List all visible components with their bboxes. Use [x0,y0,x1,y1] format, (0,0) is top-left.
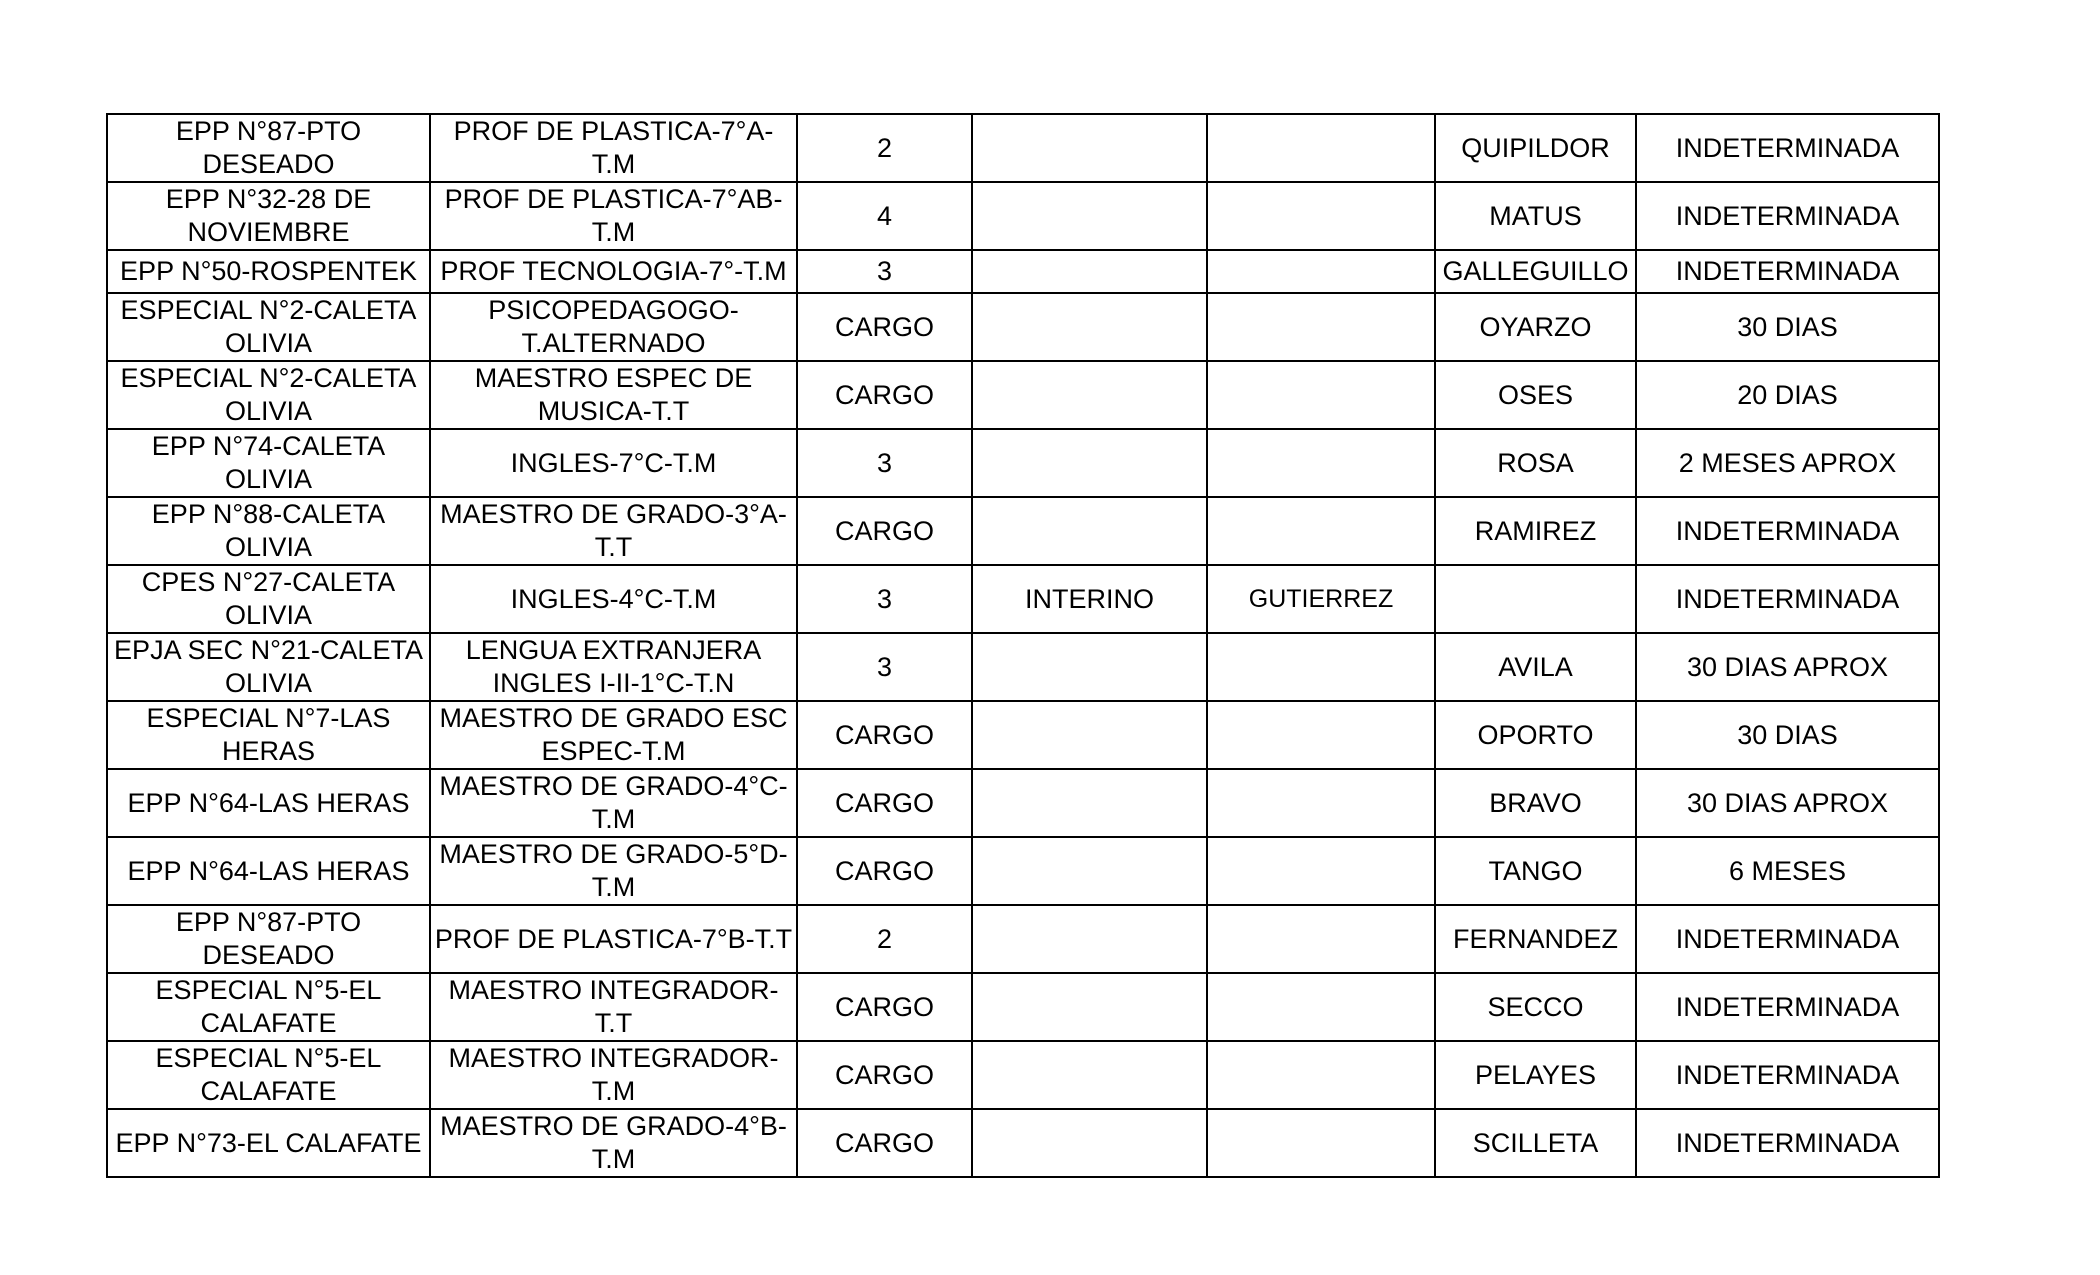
cell-duration: INDETERMINADA [1636,905,1939,973]
cell-position: INGLES-7°C-T.M [430,429,797,497]
cell-position: PROF DE PLASTICA-7°AB-T.M [430,182,797,250]
cell-replaces: OSES [1435,361,1636,429]
cell-replaces: MATUS [1435,182,1636,250]
cell-replaces [1435,565,1636,633]
cell-position: MAESTRO ESPEC DE MUSICA-T.T [430,361,797,429]
cell-holder [1207,361,1435,429]
cell-status [972,973,1207,1041]
cell-hours: 3 [797,565,972,633]
cell-school: EPP N°64-LAS HERAS [107,837,430,905]
table-row [107,633,1939,701]
cell-status [972,905,1207,973]
cell-replaces: ROSA [1435,429,1636,497]
cell-holder [1207,1041,1435,1109]
cell-duration: 30 DIAS APROX [1636,633,1939,701]
cell-school: EPP N°64-LAS HERAS [107,769,430,837]
cell-position: MAESTRO DE GRADO-3°A-T.T [430,497,797,565]
cell-duration: INDETERMINADA [1636,250,1939,293]
cell-duration: 2 MESES APROX [1636,429,1939,497]
table-row [107,429,1939,497]
cell-holder [1207,497,1435,565]
cell-duration: 30 DIAS [1636,293,1939,361]
cell-school: EPP N°87-PTO DESEADO [107,905,430,973]
cell-position: INGLES-4°C-T.M [430,565,797,633]
cell-hours: CARGO [797,497,972,565]
cell-hours: CARGO [797,1041,972,1109]
cell-status [972,633,1207,701]
cell-school: EPJA SEC N°21-CALETA OLIVIA [107,633,430,701]
cell-replaces: QUIPILDOR [1435,114,1636,182]
cell-holder: GUTIERREZ [1207,565,1435,633]
cell-status [972,837,1207,905]
cell-hours: 3 [797,429,972,497]
cell-replaces: RAMIREZ [1435,497,1636,565]
cell-hours: CARGO [797,293,972,361]
cell-holder [1207,1109,1435,1177]
cell-school: ESPECIAL N°2-CALETA OLIVIA [107,361,430,429]
table-row [107,905,1939,973]
cell-status [972,701,1207,769]
cell-replaces: SECCO [1435,973,1636,1041]
cell-replaces: OPORTO [1435,701,1636,769]
table-row [107,361,1939,429]
cell-school: EPP N°87-PTO DESEADO [107,114,430,182]
table-row [107,701,1939,769]
cell-holder [1207,701,1435,769]
cell-replaces: BRAVO [1435,769,1636,837]
cell-school: ESPECIAL N°5-EL CALAFATE [107,1041,430,1109]
cell-position: MAESTRO DE GRADO-4°C-T.M [430,769,797,837]
cell-replaces: PELAYES [1435,1041,1636,1109]
cell-status [972,497,1207,565]
table-row [107,250,1939,293]
cell-hours: CARGO [797,1109,972,1177]
cell-hours: 3 [797,250,972,293]
cell-school: ESPECIAL N°7-LAS HERAS [107,701,430,769]
table-row [107,293,1939,361]
cell-duration: INDETERMINADA [1636,114,1939,182]
cell-duration: INDETERMINADA [1636,497,1939,565]
cell-holder [1207,905,1435,973]
cell-replaces: OYARZO [1435,293,1636,361]
cell-duration: 30 DIAS APROX [1636,769,1939,837]
cell-holder [1207,114,1435,182]
cell-school: EPP N°88-CALETA OLIVIA [107,497,430,565]
table-row [107,565,1939,633]
cell-holder [1207,182,1435,250]
cell-holder [1207,293,1435,361]
cell-duration: 20 DIAS [1636,361,1939,429]
cell-hours: 2 [797,114,972,182]
cell-hours: CARGO [797,837,972,905]
cell-position: PROF DE PLASTICA-7°B-T.T [430,905,797,973]
table-row [107,114,1939,182]
cell-position: PSICOPEDAGOGO-T.ALTERNADO [430,293,797,361]
cell-position: MAESTRO INTEGRADOR-T.M [430,1041,797,1109]
cell-replaces: GALLEGUILLO [1435,250,1636,293]
cell-holder [1207,973,1435,1041]
cell-hours: CARGO [797,973,972,1041]
cell-duration: 30 DIAS [1636,701,1939,769]
table-row [107,1109,1939,1177]
cell-holder [1207,250,1435,293]
table-row [107,973,1939,1041]
cell-status [972,1041,1207,1109]
cell-status [972,769,1207,837]
table-row [107,182,1939,250]
cell-school: EPP N°74-CALETA OLIVIA [107,429,430,497]
cell-position: PROF DE PLASTICA-7°A-T.M [430,114,797,182]
cell-status [972,293,1207,361]
cell-school: EPP N°32-28 DE NOVIEMBRE [107,182,430,250]
table-row [107,497,1939,565]
cell-duration: INDETERMINADA [1636,565,1939,633]
cell-status: INTERINO [972,565,1207,633]
cell-position: MAESTRO DE GRADO ESC ESPEC-T.M [430,701,797,769]
cell-position: MAESTRO INTEGRADOR-T.T [430,973,797,1041]
cell-status [972,361,1207,429]
cell-holder [1207,633,1435,701]
table-row [107,1041,1939,1109]
table-body [107,114,1939,1177]
table-row [107,769,1939,837]
cell-status [972,114,1207,182]
cell-position: LENGUA EXTRANJERA INGLES I-II-1°C-T.N [430,633,797,701]
cell-hours: CARGO [797,361,972,429]
cell-position: PROF TECNOLOGIA-7°-T.M [430,250,797,293]
cell-duration: INDETERMINADA [1636,182,1939,250]
cell-position: MAESTRO DE GRADO-4°B-T.M [430,1109,797,1177]
cell-replaces: SCILLETA [1435,1109,1636,1177]
cell-duration: INDETERMINADA [1636,1109,1939,1177]
cell-school: ESPECIAL N°5-EL CALAFATE [107,973,430,1041]
cell-holder [1207,837,1435,905]
cell-school: EPP N°73-EL CALAFATE [107,1109,430,1177]
cell-school: ESPECIAL N°2-CALETA OLIVIA [107,293,430,361]
cell-hours: 3 [797,633,972,701]
cell-replaces: AVILA [1435,633,1636,701]
cell-duration: 6 MESES [1636,837,1939,905]
cell-hours: CARGO [797,769,972,837]
cell-school: EPP N°50-ROSPENTEK [107,250,430,293]
cell-duration: INDETERMINADA [1636,973,1939,1041]
cell-hours: 2 [797,905,972,973]
cell-holder [1207,769,1435,837]
cell-replaces: TANGO [1435,837,1636,905]
vacancies-table [106,113,1940,1178]
cell-school: CPES N°27-CALETA OLIVIA [107,565,430,633]
cell-status [972,429,1207,497]
cell-status [972,182,1207,250]
cell-holder [1207,429,1435,497]
table-row [107,837,1939,905]
cell-hours: 4 [797,182,972,250]
cell-status [972,250,1207,293]
cell-replaces: FERNANDEZ [1435,905,1636,973]
cell-status [972,1109,1207,1177]
cell-position: MAESTRO DE GRADO-5°D-T.M [430,837,797,905]
cell-duration: INDETERMINADA [1636,1041,1939,1109]
cell-hours: CARGO [797,701,972,769]
